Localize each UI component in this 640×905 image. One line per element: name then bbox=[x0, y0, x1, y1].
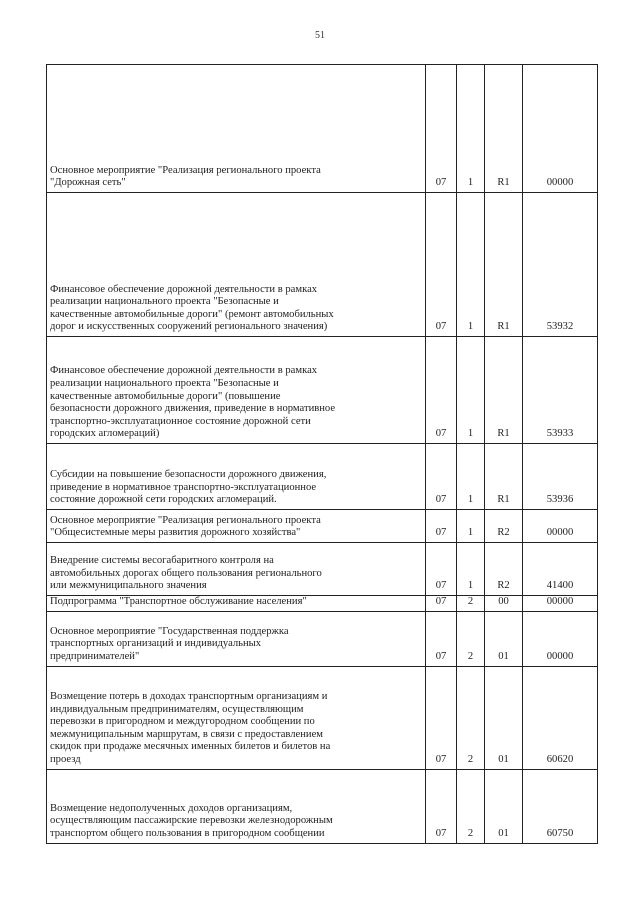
section-code: 07 bbox=[426, 444, 457, 510]
section-code: 07 bbox=[426, 193, 457, 337]
subprogram-code: 1 bbox=[457, 444, 485, 510]
table-row bbox=[47, 596, 598, 612]
event-code: R2 bbox=[485, 543, 523, 596]
direction-code: 00000 bbox=[523, 510, 598, 543]
event-code: R1 bbox=[485, 337, 523, 444]
event-code: R2 bbox=[485, 510, 523, 543]
direction-code: 41400 bbox=[523, 543, 598, 596]
subprogram-code: 1 bbox=[457, 193, 485, 337]
row-name: Финансовое обеспечение дорожной деятельности в рамках реализации национального проекта "Безопасные и качественные автомобильные дороги" (ремонт автомобильных дорог и искусственных сооружений регионального значения) bbox=[50, 283, 334, 333]
event-code: 00 bbox=[485, 596, 523, 612]
table-row bbox=[47, 444, 598, 510]
row-name-cell bbox=[47, 596, 426, 612]
row-name-cell bbox=[47, 444, 426, 510]
row-name: Возмещение недополученных доходов организациям, осуществляющим пассажирские перевозки железнодорожным транспортом общего пользования в пригородном сообщении bbox=[50, 802, 333, 839]
table-row bbox=[47, 543, 598, 596]
table-row bbox=[47, 769, 598, 843]
row-name-cell bbox=[47, 337, 426, 444]
row-name-cell bbox=[47, 543, 426, 596]
row-name-cell bbox=[47, 611, 426, 666]
section-code: 07 bbox=[426, 510, 457, 543]
event-code: 01 bbox=[485, 611, 523, 666]
section-code: 07 bbox=[426, 337, 457, 444]
table-row bbox=[47, 337, 598, 444]
table-row bbox=[47, 65, 598, 193]
subprogram-code: 1 bbox=[457, 65, 485, 193]
direction-code: 53936 bbox=[523, 444, 598, 510]
direction-code: 60750 bbox=[523, 769, 598, 843]
section-code: 07 bbox=[426, 596, 457, 612]
row-name-cell bbox=[47, 666, 426, 769]
row-name-cell bbox=[47, 65, 426, 193]
row-name: Основное мероприятие "Реализация регионального проекта "Общесистемные меры развития дорожного хозяйства" bbox=[50, 514, 321, 539]
direction-code: 53932 bbox=[523, 193, 598, 337]
direction-code: 00000 bbox=[523, 611, 598, 666]
subprogram-code: 1 bbox=[457, 543, 485, 596]
direction-code: 53933 bbox=[523, 337, 598, 444]
event-code: R1 bbox=[485, 193, 523, 337]
section-code: 07 bbox=[426, 543, 457, 596]
row-name: Подпрограмма "Транспортное обслуживание населения" bbox=[50, 596, 307, 607]
row-name-cell bbox=[47, 193, 426, 337]
subprogram-code: 2 bbox=[457, 596, 485, 612]
subprogram-code: 1 bbox=[457, 337, 485, 444]
page-number: 51 bbox=[315, 30, 325, 41]
table-row bbox=[47, 193, 598, 337]
subprogram-code: 2 bbox=[457, 769, 485, 843]
event-code: 01 bbox=[485, 666, 523, 769]
section-code: 07 bbox=[426, 769, 457, 843]
direction-code: 00000 bbox=[523, 596, 598, 612]
subprogram-code: 1 bbox=[457, 510, 485, 543]
subprogram-code: 2 bbox=[457, 611, 485, 666]
section-code: 07 bbox=[426, 666, 457, 769]
direction-code: 00000 bbox=[523, 65, 598, 193]
event-code: 01 bbox=[485, 769, 523, 843]
row-name: Внедрение системы весогабаритного контроля на автомобильных дорогах общего пользования регионального или межмуниципального значения bbox=[50, 555, 322, 592]
event-code: R1 bbox=[485, 444, 523, 510]
row-name-cell bbox=[47, 769, 426, 843]
row-name-cell bbox=[47, 510, 426, 543]
row-name: Основное мероприятие "Государственная поддержка транспортных организаций и индивидуальных предпринимателей" bbox=[50, 625, 289, 662]
table-row bbox=[47, 611, 598, 666]
section-code: 07 bbox=[426, 611, 457, 666]
section-code: 07 bbox=[426, 65, 457, 193]
event-code: R1 bbox=[485, 65, 523, 193]
budget-classification-table bbox=[46, 64, 598, 844]
subprogram-code: 2 bbox=[457, 666, 485, 769]
table-row bbox=[47, 510, 598, 543]
row-name: Возмещение потерь в доходах транспортным организациям и индивидуальным предпринимателям, осуществляющим перевозки в пригородном и междугородном сообщении по межмуниципальным маршрутам, в связи с предоставлением скидок при продаже месячных именных билетов и билетов на проезд bbox=[50, 691, 331, 765]
table-row bbox=[47, 666, 598, 769]
row-name: Финансовое обеспечение дорожной деятельности в рамках реализации национального проекта "Безопасные и качественные автомобильные дороги" (повышение безопасности дорожного движения, приведение в нормативное транспортно-эксплуатационное состояние дорожной сети городских агломераций) bbox=[50, 365, 336, 440]
row-name: Основное мероприятие "Реализация регионального проекта "Дорожная сеть" bbox=[50, 164, 321, 189]
direction-code: 60620 bbox=[523, 666, 598, 769]
row-name: Субсидии на повышение безопасности дорожного движения, приведение в нормативное транспортно-эксплуатационное состояние дорожной сети городских агломераций. bbox=[50, 469, 327, 506]
